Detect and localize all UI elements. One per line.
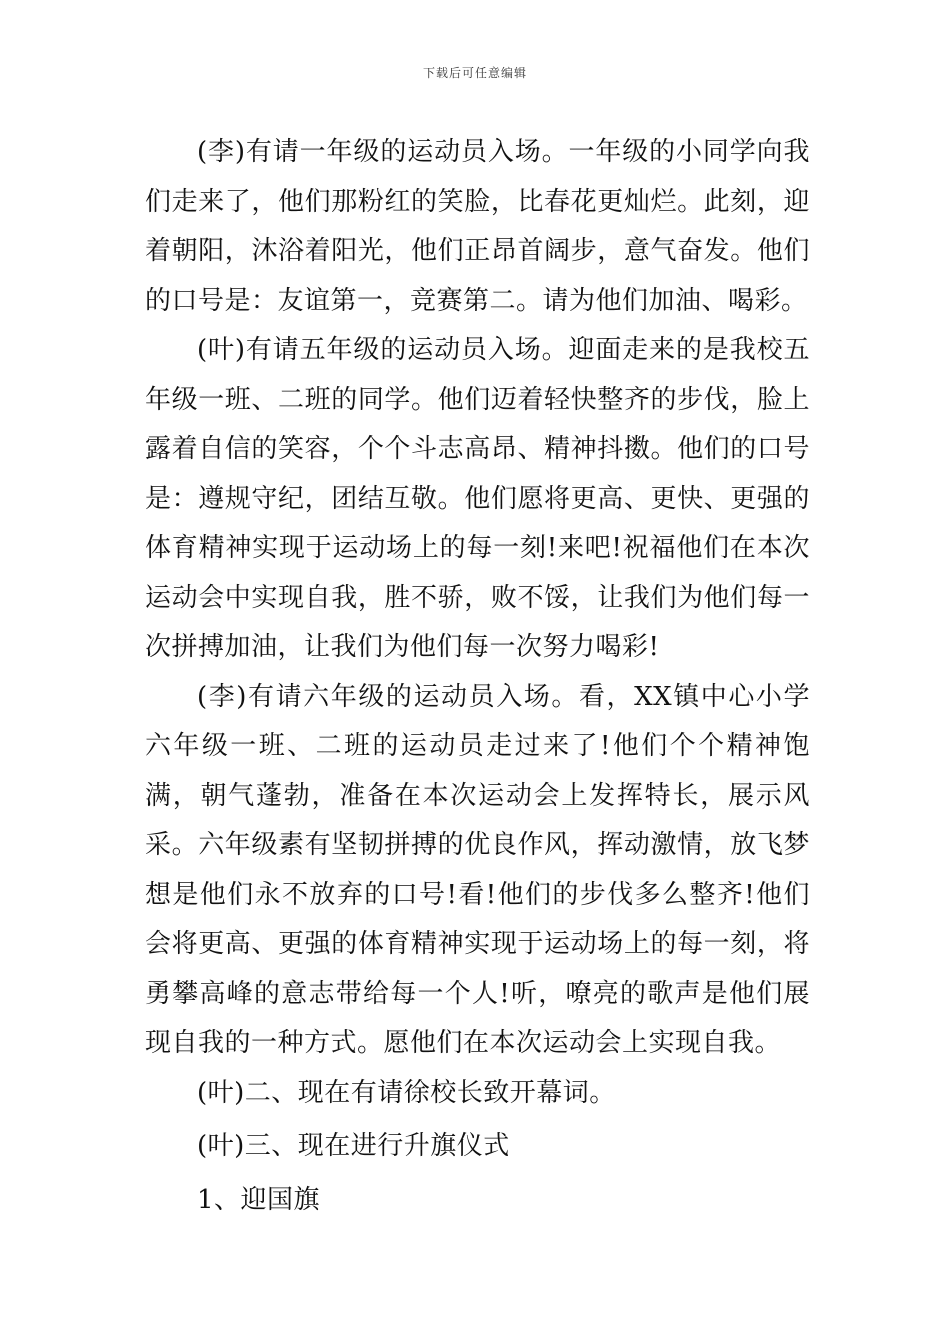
- paragraph-welcome-flag: 1、迎国旗: [197, 1184, 321, 1215]
- paragraph-flag-ceremony: (叶)三、现在进行升旗仪式: [197, 1131, 510, 1161]
- document-body: [145, 128, 810, 1225]
- paragraph-opening-speech: (叶)二、现在有请徐校长致开幕词。: [197, 1077, 616, 1108]
- paragraph-grade-six: (李)有请六年级的运动员入场。看，XX镇中心小学六年级一班、二班的运动员走过来了!他们个个精神饱满，朝气蓬勃，准备在本次运动会上发挥特长，展示风采。六年级素有坚韧拼搏的优良作风，挥动激情，放飞梦想是他们永不放弃的口号!看!他们的步伐多么整齐!他们会将更高、更强的体育精神实现于运动场上的每一刻，将勇攀高峰的意志带给每一个人!听，嘹亮的歌声是他们展现自我的一种方式。愿他们在本次运动会上实现自我。: [145, 681, 810, 1058]
- paragraph-grade-five: (叶)有请五年级的运动员入场。迎面走来的是我校五年级一班、二班的同学。他们迈着轻快整齐的步伐，脸上露着自信的笑容，个个斗志高昂、精神抖擞。他们的口号是：遵规守纪，团结互敬。他们愿将更高、更快、更强的体育精神实现于运动场上的每一刻!来吧!祝福他们在本次运动会中实现自我，胜不骄，败不馁，让我们为他们每一次拼搏加油，让我们为他们每一次努力喝彩!: [145, 335, 810, 662]
- page-header: 下载后可任意编辑: [422, 66, 527, 80]
- paragraph-grade-one: (李)有请一年级的运动员入场。一年级的小同学向我们走来了，他们那粉红的笑脸，比春花更灿烂。此刻，迎着朝阳，沐浴着阳光，他们正昂首阔步，意气奋发。他们的口号是：友谊第一，竞赛第二。请为他们加油、喝彩。: [145, 137, 810, 316]
